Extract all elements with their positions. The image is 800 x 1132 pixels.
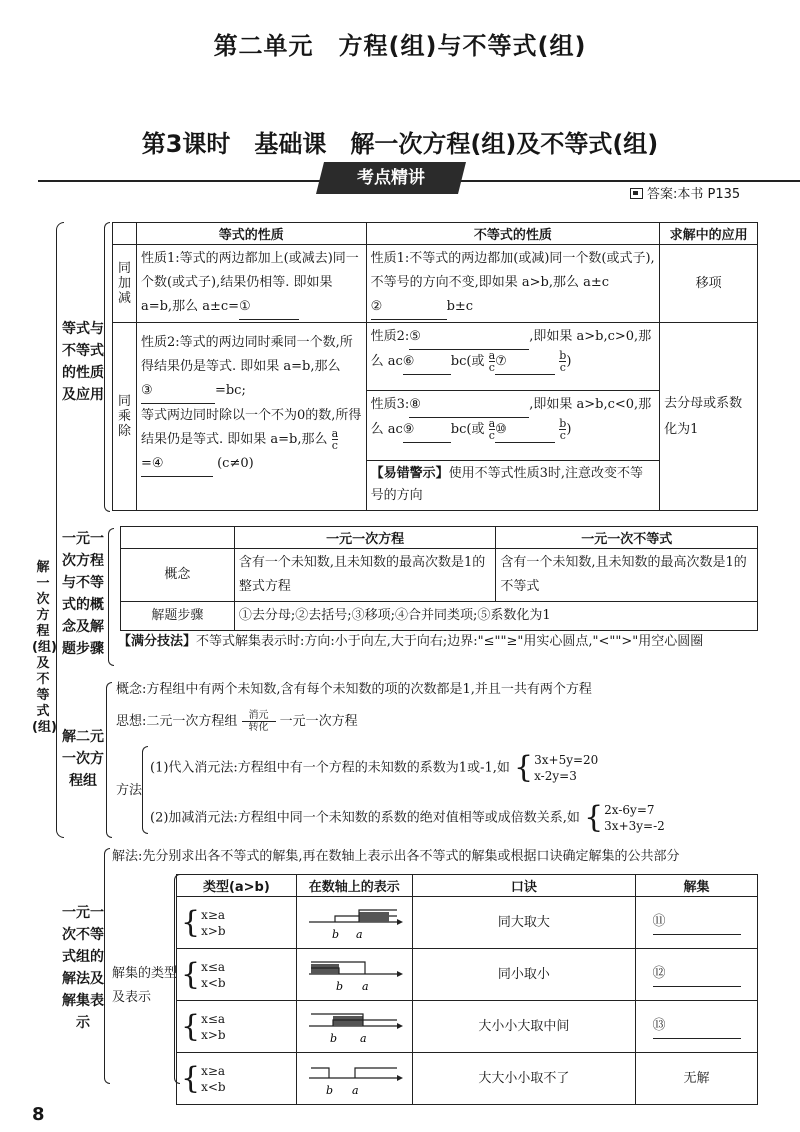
section2-brace	[108, 528, 114, 666]
sol-header-answer: 解集	[636, 875, 758, 897]
method-label: 方法	[116, 783, 143, 798]
frac-num: b	[559, 417, 567, 430]
frac-den: c	[331, 439, 338, 452]
section4-brace	[104, 848, 110, 1084]
ray-a-right	[355, 1068, 397, 1078]
frac-den: c	[559, 361, 566, 374]
ineq-property-2	[367, 323, 660, 391]
ineq-property-2-3	[366, 323, 660, 511]
axis-arrow	[397, 919, 403, 925]
blank-6[interactable]: ⑥	[403, 350, 451, 375]
eq-2a: 2x-6y=7	[604, 803, 655, 817]
eq-p3-text: 等式两边同时除以一个不为0的数,所得结果仍是等式. 即如果 a=b,那么	[140, 408, 362, 447]
rhyme-2: 同小取小	[412, 949, 635, 1001]
eq-2b: 3x+3y=-2	[604, 819, 665, 833]
section1-title: 等式与不等式的性质及应用	[62, 321, 104, 403]
sys1-a: x≥a	[201, 907, 226, 922]
header-equality: 等式的性质	[136, 223, 366, 245]
arrow-line	[242, 721, 276, 722]
shaded-overlap	[333, 1016, 363, 1026]
label-a: a	[352, 1083, 359, 1097]
sol-header-type: 类型(a>b)	[177, 875, 297, 897]
axis-cell-3	[296, 1001, 412, 1053]
method-elimination	[150, 802, 780, 834]
steps-text: ①去分母;②去括号;③移项;④合并同类项;⑤系数化为1	[234, 602, 757, 631]
frac-den: c	[559, 429, 566, 442]
blank-12[interactable]: ⑫	[653, 962, 741, 987]
ineq-p3-or: bc(或	[450, 422, 485, 437]
brace-glyph: {	[181, 904, 201, 940]
blank-10[interactable]: ⑩	[495, 418, 555, 443]
blank-3[interactable]: ③	[141, 379, 215, 404]
ineq-p1-text: 性质1:不等式的两边都加(或减)同一个数(或式子),不等号的方向不变,即如果 a>b,那么 a±c	[370, 251, 655, 290]
section3-title: 解二元一次方程组	[62, 729, 104, 789]
label-b: b	[326, 1083, 334, 1097]
brace-glyph: {	[181, 956, 201, 992]
answer-no-solution: 无解	[636, 1053, 758, 1105]
type-system-2	[181, 956, 226, 992]
method2-text: (2)加减消元法:方程组中同一个未知数的系数的绝对值相等或成倍数关系,如	[150, 810, 580, 826]
eq-p2-text: 性质2:等式的两边同时乘同一个数,所得结果仍是等式. 即如果 a=b,那么	[140, 335, 353, 374]
frac-den: c	[488, 361, 495, 374]
eq-p3-tail: (c≠0)	[217, 456, 254, 471]
blank-9[interactable]: ⑨	[403, 418, 451, 443]
header-inequality: 不等式的性质	[366, 223, 660, 245]
warning-note	[367, 461, 660, 509]
section-banner	[316, 162, 466, 194]
ineq-p2-or: bc(或	[450, 354, 485, 369]
section3-brace	[106, 682, 112, 838]
blank-4[interactable]: =④	[141, 452, 213, 477]
rhyme-1: 同大取大	[412, 897, 635, 949]
blank-7[interactable]: ⑦	[495, 350, 555, 375]
label-b: b	[330, 1031, 338, 1045]
rhyme-4: 大大小小取不了	[412, 1053, 635, 1105]
sys2-a: x≤a	[201, 959, 226, 974]
system-example-2	[584, 802, 665, 834]
number-line-1	[299, 898, 409, 944]
concept-label: 概念	[121, 549, 235, 602]
idea-tail: 一元一次方程	[279, 714, 358, 729]
application-move-terms: 移项	[660, 245, 758, 323]
label-b: b	[336, 979, 344, 993]
solution-set-table	[176, 874, 758, 1105]
sys4-b: x<b	[201, 1079, 226, 1094]
type-system-4	[181, 1060, 226, 1096]
blank-13[interactable]: ⑬	[653, 1014, 741, 1039]
shaded-overlap	[311, 964, 339, 974]
brace-glyph: {	[181, 1060, 201, 1096]
lesson-title: 第3课时 基础课 解一次方程(组)及不等式(组)	[141, 130, 659, 158]
concept-header-blank	[121, 527, 235, 549]
section2-title: 一元一次方程与不等式的概念及解题步骤	[62, 531, 104, 657]
method-substitution	[150, 752, 760, 784]
unit-title: 第二单元 方程(组)与不等式(组)	[213, 32, 587, 60]
close-paren: )	[566, 422, 572, 437]
ineq-p2-head: 性质2:	[370, 329, 410, 344]
book-icon	[630, 188, 643, 199]
answer-reference	[630, 183, 740, 202]
type-system-3	[181, 1008, 226, 1044]
frac-den: c	[488, 429, 495, 442]
eq-property-1	[136, 245, 366, 323]
frac-num: a	[488, 417, 496, 430]
idea-head: 思想:二元一次方程组	[116, 714, 238, 729]
warning-label: 【易错警示】	[370, 466, 449, 481]
inequality-system-method: 解法:先分别求出各不等式的解集,再在数轴上表示出各不等式的解集或根据口诀确定解集的公共部分	[112, 849, 680, 864]
concept-equation: 含有一个未知数,且未知数的最高次数是1的整式方程	[234, 549, 496, 602]
brace-glyph: {	[181, 1008, 201, 1044]
eq-p1-text: 性质1:等式的两边都加上(或减去)同一个数(或式子),结果仍相等. 即如果 a=b,那么 a±c=	[140, 251, 359, 314]
rhyme-3: 大小小大取中间	[412, 1001, 635, 1053]
banner-label: 考点精讲	[357, 168, 425, 188]
brace-glyph: {	[584, 800, 604, 835]
answer-text: 答案:本书 P135	[647, 187, 741, 202]
ray-b-left	[311, 1068, 329, 1078]
sys1-b: x>b	[201, 923, 226, 938]
warning-text: 使用不等式性质3时,注意改变不等号的方向	[370, 466, 644, 503]
label-b: b	[332, 927, 340, 941]
concept-inequality: 含有一个未知数,且未知数的最高次数是1的不等式	[496, 549, 758, 602]
blank-8[interactable]: ⑧	[409, 393, 529, 418]
header-blank	[113, 223, 137, 245]
page-number: 8	[32, 1104, 45, 1125]
blank-2[interactable]: ②	[371, 295, 447, 320]
ineq-p3-mid: ,即如果 a>b,c<0,那么 ac	[370, 397, 652, 437]
axis-arrow	[397, 1023, 403, 1029]
eq-1a: 3x+5y=20	[534, 753, 599, 767]
ineq-p1-tail: b±c	[446, 299, 474, 314]
row-label-multiply: 同乘除	[117, 394, 131, 439]
system-concept: 概念:方程组中有两个未知数,含有每个未知数的项的次数都是1,并且一共有两个方程	[116, 682, 592, 697]
system-idea	[116, 710, 766, 733]
blank-1[interactable]: ①	[239, 295, 299, 320]
ineq-p3-head: 性质3:	[370, 397, 410, 412]
type-system-1	[181, 904, 226, 940]
ineq-p2-mid: ,即如果 a>b,c>0,那么 ac	[370, 329, 652, 369]
solution-set-label: 解集的类型及表示	[112, 966, 178, 1005]
properties-table	[112, 222, 758, 511]
axis-cell-4	[296, 1053, 412, 1105]
header-application: 求解中的应用	[660, 223, 758, 245]
side-title	[32, 560, 57, 736]
system-example-1	[514, 752, 598, 784]
section4-title: 一元一次不等式组的解法及解集表示	[62, 905, 104, 1031]
sys4-a: x≥a	[201, 1063, 226, 1078]
side-title-text: 解一次方程(组)及不等式(组)	[32, 560, 57, 735]
blank-11[interactable]: ⑪	[653, 910, 741, 935]
number-line-3	[299, 1002, 409, 1048]
axis-cell-1	[296, 897, 412, 949]
frac-num: a	[488, 349, 496, 362]
shaded-overlap	[359, 912, 389, 922]
fraction-a-over-c	[332, 428, 339, 451]
number-line-2	[299, 950, 409, 996]
tip-text: 不等式解集表示时:方向:小于向左,大于向右;边界:"≤""≥"用实心圆点,"<"">"用空心圆圈	[196, 634, 704, 649]
axis-arrow	[397, 971, 403, 977]
frac-num: a	[331, 427, 339, 440]
application-clear-denominator: 去分母或系数化为1	[660, 323, 758, 511]
blank-5[interactable]: ⑤	[409, 325, 529, 350]
sys3-a: x≤a	[201, 1011, 226, 1026]
sol-header-rhyme: 口诀	[412, 875, 635, 897]
ineq-property-1	[366, 245, 660, 323]
sys2-b: x<b	[201, 975, 226, 990]
concepts-table	[120, 526, 758, 631]
sol-header-axis: 在数轴上的表示	[296, 875, 412, 897]
axis-arrow	[397, 1075, 403, 1081]
ineq-property-3	[367, 391, 660, 461]
arrow-top-label: 消元	[248, 710, 269, 721]
transform-arrow	[242, 710, 276, 733]
concept-header-equation: 一元一次方程	[234, 527, 496, 549]
steps-label: 解题步骤	[121, 602, 235, 631]
arrow-bottom-label: 转化	[248, 722, 269, 733]
tip-label: 【满分技法】	[118, 634, 197, 649]
brace-glyph: {	[514, 750, 534, 785]
close-paren: )	[566, 354, 572, 369]
label-a: a	[356, 927, 363, 941]
sys3-b: x>b	[201, 1027, 226, 1042]
number-line-4	[299, 1054, 409, 1100]
label-a: a	[360, 1031, 367, 1045]
eq-p2-tail: =bc;	[214, 383, 246, 398]
frac-num: b	[559, 349, 567, 362]
section1-brace	[104, 222, 110, 512]
axis-cell-2	[296, 949, 412, 1001]
method1-text: (1)代入消元法:方程组中有一个方程的未知数的系数为1或-1,如	[150, 760, 510, 776]
concept-header-inequality: 一元一次不等式	[496, 527, 758, 549]
eq-property-2	[136, 323, 366, 511]
tip-note	[118, 630, 758, 653]
eq-1b: x-2y=3	[534, 769, 577, 783]
row-label-add: 同加减	[117, 261, 131, 306]
label-a: a	[362, 979, 369, 993]
method-brace	[142, 746, 148, 834]
